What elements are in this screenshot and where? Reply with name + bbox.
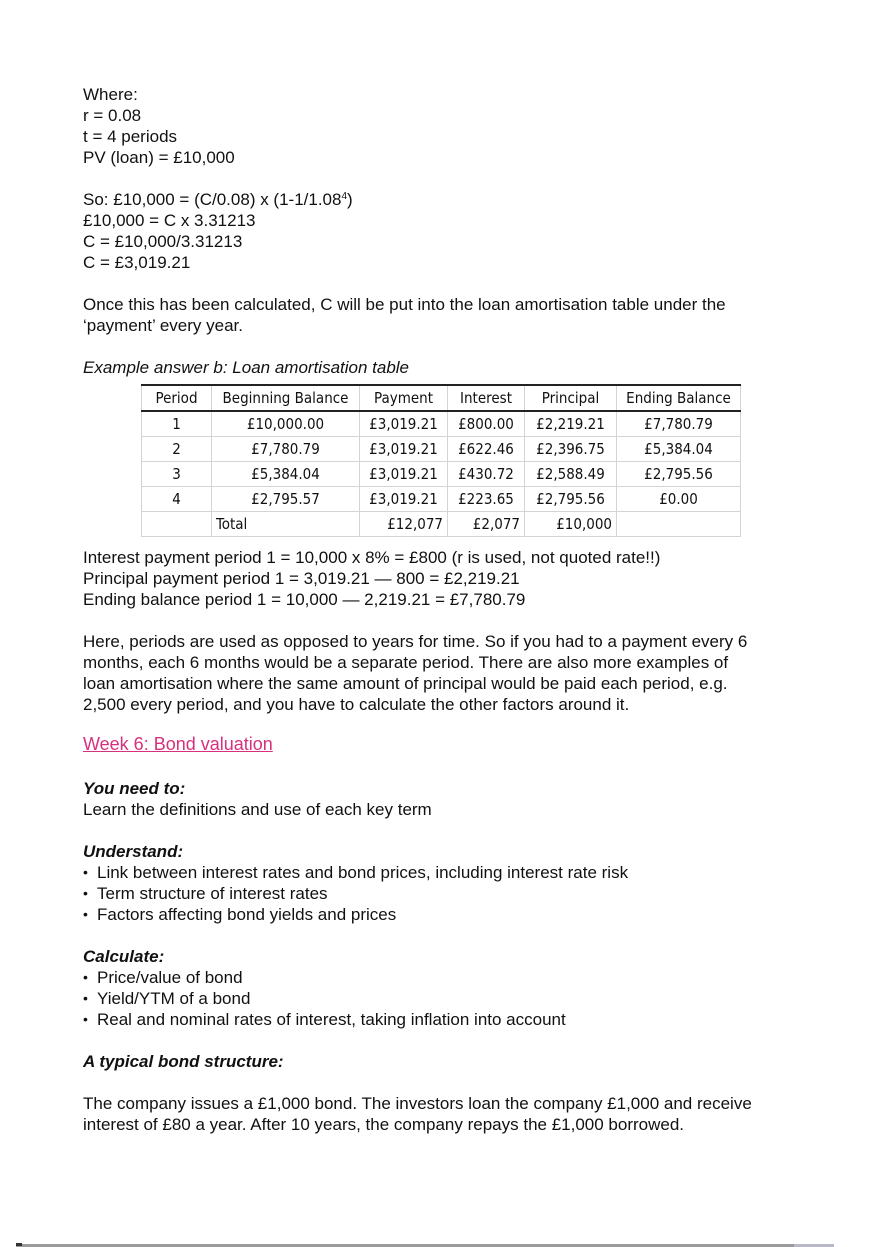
exponent: 4 xyxy=(341,191,348,202)
cell-period: 2 xyxy=(142,437,212,462)
understand-label: Understand: xyxy=(83,842,184,861)
cell-beginning-balance: £5,384.04 xyxy=(212,462,360,487)
cell-beginning-balance: £2,795.57 xyxy=(212,487,360,512)
table-total-row xyxy=(142,512,741,537)
table-row xyxy=(142,487,741,512)
cell-period: 4 xyxy=(142,487,212,512)
total-interest: £2,077 xyxy=(448,512,525,537)
calc-line-2: Principal payment period 1 = 3,019.21 — 800 = £2,219.21 xyxy=(83,569,520,588)
bullet-icon: • xyxy=(83,864,88,880)
scrollbar-start-cap xyxy=(16,1243,22,1246)
where-label: Where: xyxy=(83,85,138,104)
cell-ending-balance: £2,795.56 xyxy=(617,462,741,487)
cell-empty xyxy=(142,512,212,537)
calculate-item: • Yield/YTM of a bond xyxy=(83,989,251,1008)
total-label: Total xyxy=(212,512,360,537)
cell-beginning-balance: £10,000.00 xyxy=(212,411,360,437)
present-value: PV (loan) = £10,000 xyxy=(83,148,235,167)
table-header-row xyxy=(142,385,741,411)
bullet-icon: • xyxy=(83,1011,88,1027)
cell-ending-balance: £5,384.04 xyxy=(617,437,741,462)
cell-period: 3 xyxy=(142,462,212,487)
cell-beginning-balance: £7,780.79 xyxy=(212,437,360,462)
header-period: Period xyxy=(142,385,212,411)
cell-principal: £2,219.21 xyxy=(525,411,617,437)
calculate-item: • Price/value of bond xyxy=(83,968,243,987)
bullet-icon: • xyxy=(83,885,88,901)
amortisation-table-wrapper xyxy=(141,384,803,537)
calc-line-1: Interest payment period 1 = 10,000 x 8% = £800 (r is used, not quoted rate!!) xyxy=(83,548,661,567)
periods-note-line-2: months, each 6 months would be a separate period. There are also more examples of xyxy=(83,653,729,672)
cell-principal: £2,795.56 xyxy=(525,487,617,512)
periods-note-line-3: loan amortisation where the same amount of principal would be paid each period, e.g. xyxy=(83,674,728,693)
need-text: Learn the definitions and use of each key term xyxy=(83,800,432,819)
periods-note-line-1: Here, periods are used as opposed to years for time. So if you had to a payment every 6 xyxy=(83,632,748,651)
table-caption: Example answer b: Loan amortisation table xyxy=(83,358,410,377)
periods-note-line-4: 2,500 every period, and you have to calculate the other factors around it. xyxy=(83,695,630,714)
bullet-icon: • xyxy=(83,906,88,922)
total-payment: £12,077 xyxy=(360,512,448,537)
cell-payment: £3,019.21 xyxy=(360,411,448,437)
table-row xyxy=(142,462,741,487)
table-row xyxy=(142,411,741,437)
explain-line-1: Once this has been calculated, C will be put into the loan amortisation table under the xyxy=(83,295,726,314)
periods-value: t = 4 periods xyxy=(83,127,178,146)
structure-line-1: The company issues a £1,000 bond. The investors loan the company £1,000 and receive xyxy=(83,1094,752,1113)
rate-value: r = 0.08 xyxy=(83,106,142,125)
explain-line-2: ‘payment’ every year. xyxy=(83,316,243,335)
bullet-icon: • xyxy=(83,990,88,1006)
cell-period: 1 xyxy=(142,411,212,437)
cell-interest: £622.46 xyxy=(448,437,525,462)
formula-line-2: £10,000 = C x 3.31213 xyxy=(83,211,256,230)
cell-payment: £3,019.21 xyxy=(360,437,448,462)
calculate-label: Calculate: xyxy=(83,947,165,966)
amortisation-table xyxy=(141,384,741,537)
week6-heading-link[interactable]: Week 6: Bond valuation xyxy=(83,734,273,754)
cell-payment: £3,019.21 xyxy=(360,462,448,487)
formula-line-4: C = £3,019.21 xyxy=(83,253,191,272)
cell-interest: £223.65 xyxy=(448,487,525,512)
formula-line-3: C = £10,000/3.31213 xyxy=(83,232,243,251)
cell-payment: £3,019.21 xyxy=(360,487,448,512)
understand-item: • Factors affecting bond yields and prices xyxy=(83,905,397,924)
header-beginning-balance: Beginning Balance xyxy=(212,385,360,411)
cell-empty xyxy=(617,512,741,537)
header-principal: Principal xyxy=(525,385,617,411)
cell-ending-balance: £7,780.79 xyxy=(617,411,741,437)
cell-principal: £2,396.75 xyxy=(525,437,617,462)
cell-interest: £430.72 xyxy=(448,462,525,487)
structure-label: A typical bond structure: xyxy=(83,1052,284,1071)
need-label: You need to: xyxy=(83,779,186,798)
header-ending-balance: Ending Balance xyxy=(617,385,741,411)
document-page xyxy=(83,84,803,1135)
cell-interest: £800.00 xyxy=(448,411,525,437)
understand-item: • Term structure of interest rates xyxy=(83,884,328,903)
table-row xyxy=(142,437,741,462)
cell-ending-balance: £0.00 xyxy=(617,487,741,512)
header-payment: Payment xyxy=(360,385,448,411)
calculate-item: • Real and nominal rates of interest, taking inflation into account xyxy=(83,1010,566,1029)
structure-line-2: interest of £80 a year. After 10 years, the company repays the £1,000 borrowed. xyxy=(83,1115,685,1134)
total-principal: £10,000 xyxy=(525,512,617,537)
calc-line-3: Ending balance period 1 = 10,000 — 2,219.21 = £7,780.79 xyxy=(83,590,526,609)
cell-principal: £2,588.49 xyxy=(525,462,617,487)
bullet-icon: • xyxy=(83,969,88,985)
formula-line-1: So: £10,000 = (C/0.08) x (1-1/1.08$^4$) xyxy=(83,190,353,209)
understand-item: • Link between interest rates and bond prices, including interest rate risk xyxy=(83,863,629,882)
header-interest: Interest xyxy=(448,385,525,411)
